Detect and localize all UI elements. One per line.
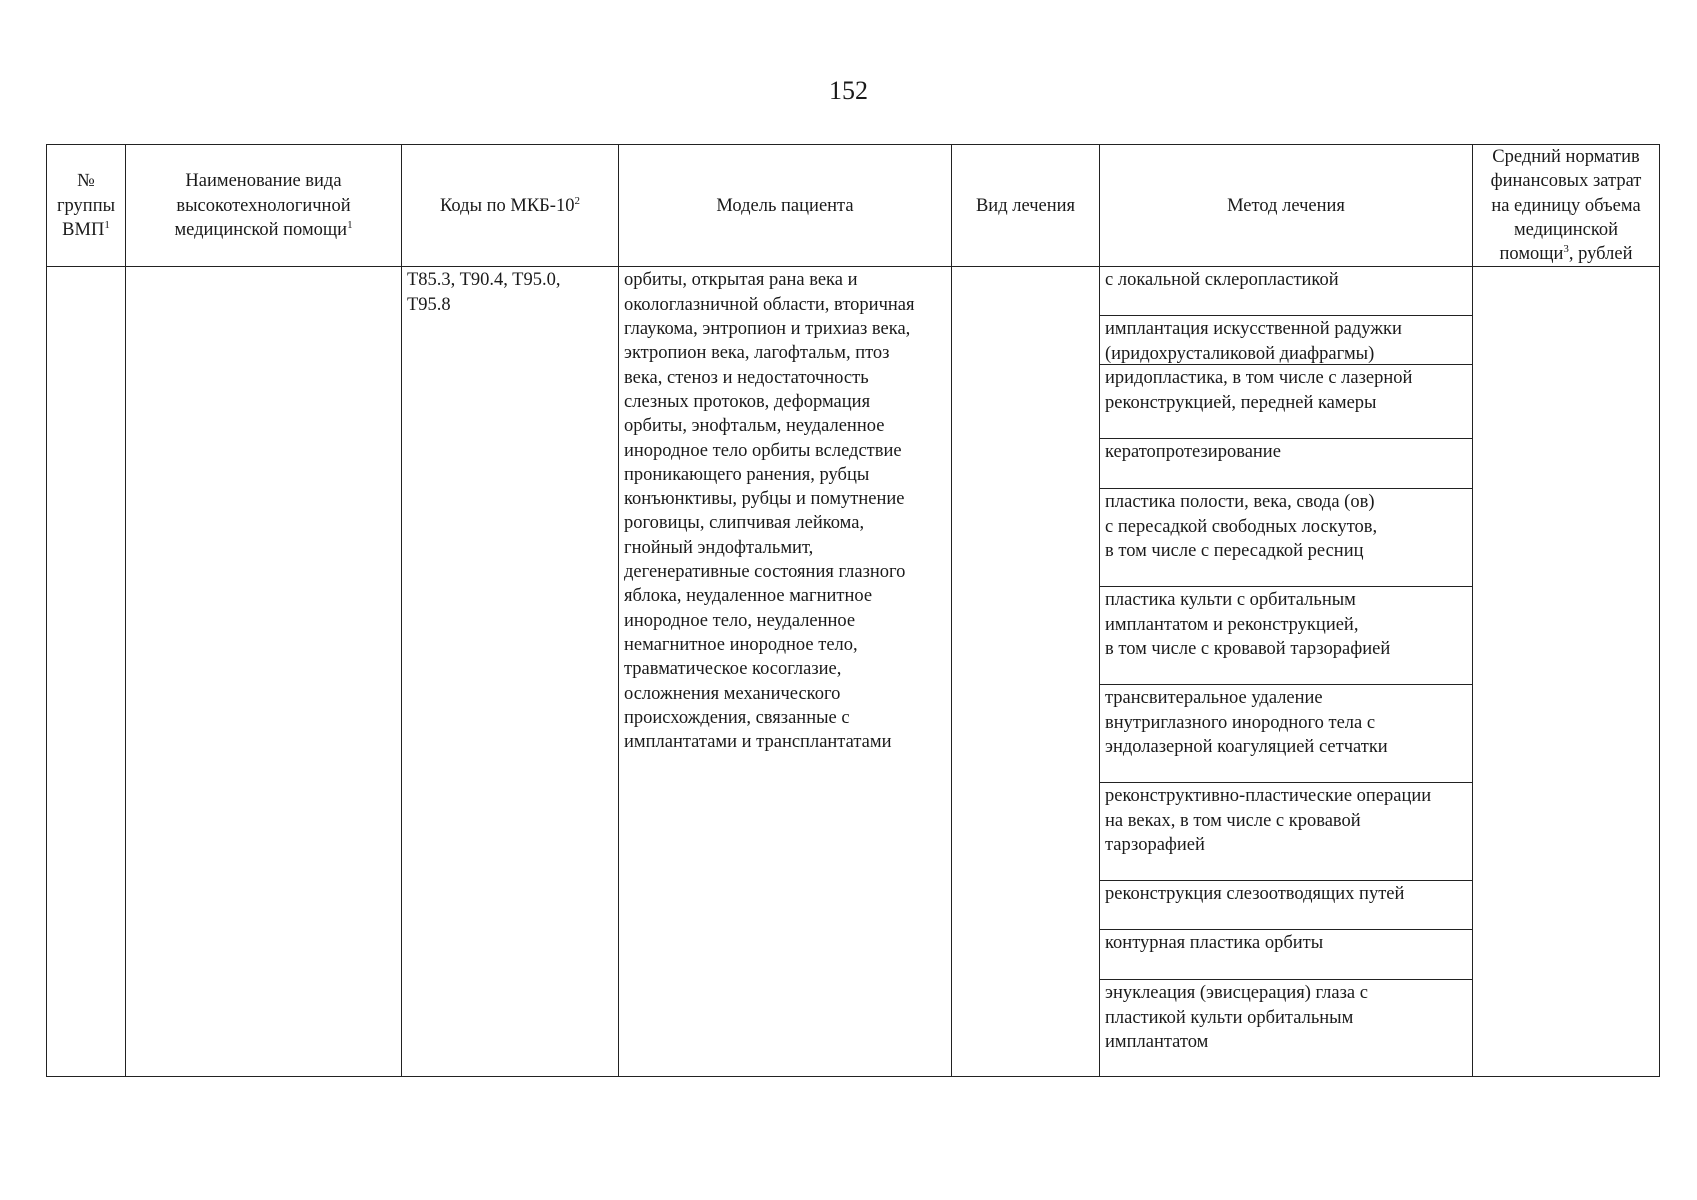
method-item: реконструкция слезоотводящих путей: [1100, 881, 1472, 930]
method-item: пластика культи с орбитальным имплантатом и реконструкцией, в том числе с кровавой тарзорафией: [1100, 587, 1472, 685]
table-header-row: [47, 145, 1660, 267]
header-care-type-name: Наименование вида высокотехнологичной медицинской помощи$^1$: [126, 145, 402, 267]
cell-treatment-type: [952, 267, 1100, 1077]
method-item: реконструктивно-пластические операции на веках, в том числе с кровавой тарзорафией: [1100, 783, 1472, 881]
header-group-number: № группы ВМП$^1$: [47, 145, 126, 267]
methods-list: [1100, 267, 1472, 1076]
cell-group-number: [47, 267, 126, 1077]
cell-treatment-methods: [1100, 267, 1473, 1077]
header-treatment-type: Вид лечения: [952, 145, 1100, 267]
method-item: иридопластика, в том числе с лазерной реконструкцией, передней камеры: [1100, 365, 1472, 439]
header-treatment-method: Метод лечения: [1100, 145, 1473, 267]
method-item: энуклеация (эвисцерация) глаза с пластикой культи орбитальным имплантатом: [1105, 983, 1368, 1053]
header-icd10-codes: Коды по МКБ-$10^2$: [402, 145, 619, 267]
cell-average-cost: [1473, 267, 1660, 1077]
cell-patient-model: орбиты, открытая рана века и окологлазничной области, вторичная глаукома, энтропион и трихиаз века, эктропион века, лагофтальм, птоз века, стеноз и недостаточность слезных протоков, деформация орбиты, энофтальм, неудаленное инородное тело орбиты вследствие проникающего ранения, рубцы конъюнктивы, рубцы и помутнение роговицы, слипчивая лейкома, гнойный эндофтальмит, дегенеративные состояния глазного яблока, неудаленное магнитное инородное тело, неудаленное немагнитное инородное тело, травматическое косоглазие, осложнения механического происхождения, связанные с имплантатами и трансплантатами: [619, 267, 952, 1077]
table-row: [47, 267, 1660, 1077]
cell-care-type-name: [126, 267, 402, 1077]
cell-icd10-codes: T85.3, T90.4, T95.0, T95.8: [402, 267, 619, 1077]
method-item: контурная пластика орбиты: [1100, 930, 1472, 980]
method-item: с локальной склеропластикой: [1100, 267, 1472, 316]
method-item: кератопротезирование: [1100, 439, 1472, 489]
method-item: трансвитеральное удаление внутриглазного инородного тела с эндолазерной коагуляцией сетчатки: [1100, 685, 1472, 783]
method-item: пластика полости, века, свода (ов) с пересадкой свободных лоскутов, в том числе с пересадкой ресниц: [1100, 489, 1472, 587]
header-average-cost: Средний норматив финансовых затрат на единицу объема медицинской помощи$^3$, рублей: [1473, 145, 1660, 267]
method-item: имплантация искусственной радужки (иридохрусталиковой диафрагмы): [1100, 316, 1472, 365]
header-patient-model: Модель пациента: [619, 145, 952, 267]
page-number: 152: [829, 76, 868, 105]
vmp-table: [46, 144, 1660, 1077]
